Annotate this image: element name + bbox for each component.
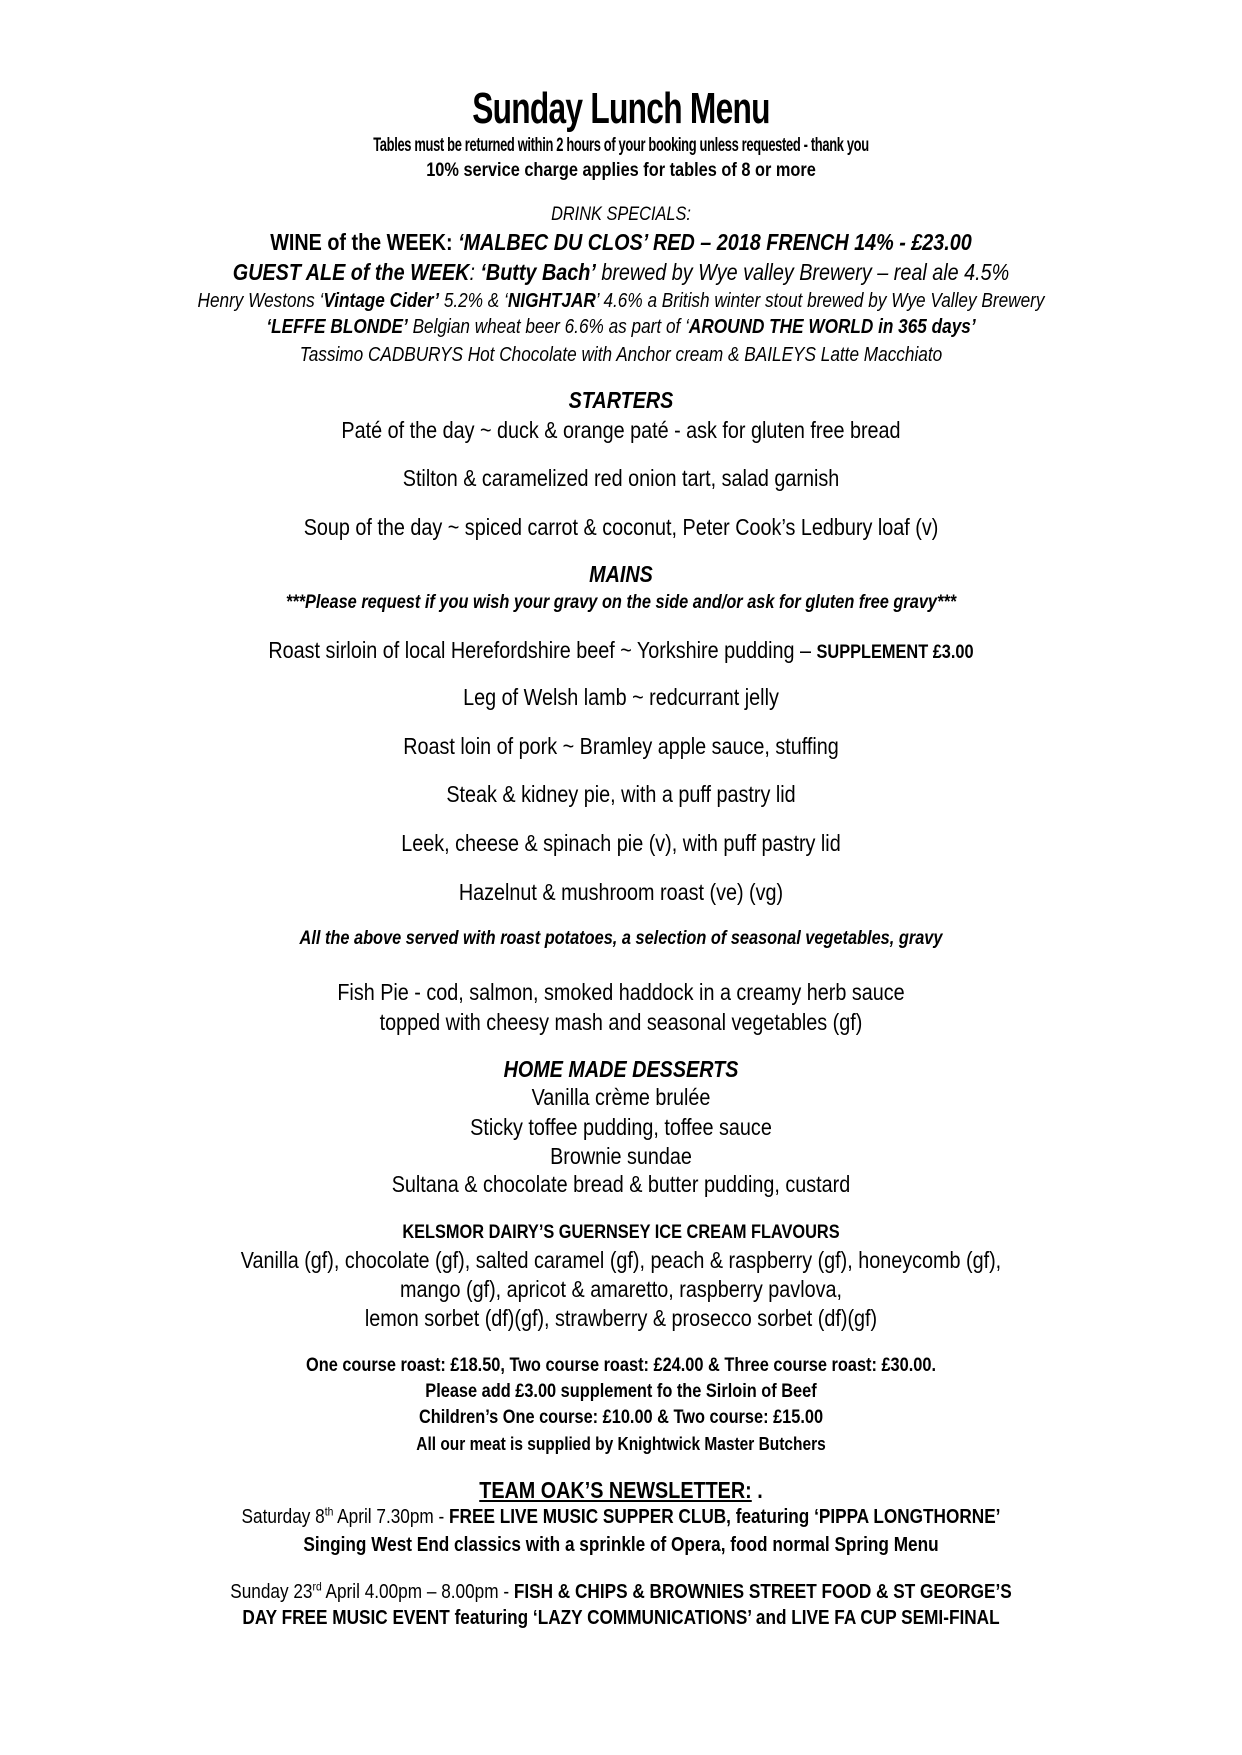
- guest-ale: [87, 258, 1155, 286]
- starters-heading: STARTERS: [568, 387, 674, 413]
- newsletter-tail: .: [751, 1477, 763, 1503]
- starter-item: Soup of the day ~ spiced carrot & coconut, Peter Cook’s Ledbury loaf (v): [303, 514, 939, 540]
- gravy-note: ***Please request if you wish your gravy on the side and/or ask for gluten free gravy***: [285, 592, 957, 613]
- wine-value: ‘MALBEC DU CLOS’ RED – 2018 FRENCH 14% - £23.00: [458, 229, 972, 255]
- event-time: April 7.30pm -: [333, 1506, 450, 1528]
- cider-c: 5.2% & ‘: [439, 290, 508, 312]
- event-1-line-1: [87, 1503, 1155, 1531]
- desserts-heading: HOME MADE DESSERTS: [503, 1056, 739, 1082]
- leffe-c: AROUND THE WORLD in 365 days’: [688, 316, 976, 338]
- main-item: Leg of Welsh lamb ~ redcurrant jelly: [463, 684, 779, 710]
- ale-label: GUEST ALE of the WEEK: [232, 259, 470, 285]
- ale-name: ‘Butty Bach’: [480, 259, 596, 285]
- mains-heading: MAINS: [589, 561, 653, 587]
- service-charge: 10% service charge applies for tables of 8 or more: [426, 160, 816, 181]
- main-item: [87, 636, 1155, 667]
- hot-drinks-line: Tassimo CADBURYS Hot Chocolate with Anchor cream & BAILEYS Latte Macchiato: [299, 344, 943, 366]
- cider-d: NIGHTJAR: [507, 290, 596, 312]
- children-prices: Children’s One course: £10.00 & Two course: £15.00: [418, 1407, 824, 1428]
- newsletter-title: TEAM OAK’S NEWSLETTER:: [479, 1477, 752, 1503]
- event-2-line-2: DAY FREE MUSIC EVENT featuring ‘LAZY COMMUNICATIONS’ and LIVE FA CUP SEMI-FINAL: [242, 1607, 1000, 1629]
- butcher-note: All our meat is supplied by Knightwick Master Butchers: [416, 1434, 826, 1454]
- starter-item: Stilton & caramelized red onion tart, salad garnish: [402, 465, 840, 491]
- ice-cream-line: mango (gf), apricot & amaretto, raspberry pavlova,: [400, 1276, 842, 1302]
- leffe-a: ‘LEFFE BLONDE’: [266, 316, 408, 338]
- event-title: FREE LIVE MUSIC SUPPER CLUB, featuring ‘PIPPA LONGTHORNE’: [449, 1506, 1001, 1528]
- starter-item: Paté of the day ~ duck & orange paté - ask for gluten free bread: [341, 417, 901, 443]
- ale-desc: brewed by Wye valley Brewery – real ale 4.5%: [595, 259, 1010, 285]
- main-item: Leek, cheese & spinach pie (v), with puff pastry lid: [401, 830, 841, 856]
- main-item: Hazelnut & mushroom roast (ve) (vg): [458, 879, 784, 905]
- supplement-note: SUPPLEMENT £3.00: [816, 642, 974, 663]
- event-title: FISH & CHIPS & BROWNIES STREET FOOD & ST GEORGE’S: [513, 1581, 1012, 1603]
- fish-pie-line-2: topped with cheesy mash and seasonal vegetables (gf): [379, 1009, 863, 1035]
- wine-label: WINE of the WEEK:: [270, 229, 459, 255]
- event-1-line-2: Singing West End classics with a sprinkle of Opera, food normal Spring Menu: [303, 1534, 939, 1556]
- dessert-item: Vanilla crème brulée: [531, 1084, 711, 1110]
- leffe-b: Belgian wheat beer 6.6% as part of ‘: [407, 316, 689, 338]
- tables-notice: Tables must be returned within 2 hours of your booking unless requested - thank you: [373, 135, 869, 156]
- dessert-item: Sticky toffee pudding, toffee sauce: [470, 1114, 772, 1140]
- ice-cream-line: Vanilla (gf), chocolate (gf), salted caramel (gf), peach & raspberry (gf), honeycomb (gf),: [240, 1247, 1002, 1273]
- page-title: Sunday Lunch Menu: [472, 84, 770, 133]
- fish-pie-line-1: Fish Pie - cod, salmon, smoked haddock in a creamy herb sauce: [337, 979, 905, 1005]
- event-date: Saturday 8: [241, 1506, 325, 1528]
- event-2-line-1: [87, 1578, 1155, 1606]
- wine-of-week: [87, 228, 1155, 256]
- dessert-item: Sultana & chocolate bread & butter pudding, custard: [391, 1171, 851, 1197]
- course-prices: One course roast: £18.50, Two course roast: £24.00 & Three course roast: £30.00.: [306, 1355, 936, 1376]
- newsletter-heading: [87, 1476, 1155, 1504]
- event-time: April 4.00pm – 8.00pm -: [321, 1581, 514, 1603]
- cider-e: ’ 4.6% a British winter stout brewed by Wye Valley Brewery: [595, 290, 1045, 312]
- ice-cream-heading: KELSMOR DAIRY’S GUERNSEY ICE CREAM FLAVOURS: [402, 1222, 840, 1243]
- ice-cream-line: lemon sorbet (df)(gf), strawberry & prosecco sorbet (df)(gf): [364, 1305, 878, 1331]
- drink-specials-heading: DRINK SPECIALS:: [551, 204, 691, 225]
- cider-b: Vintage Cider’: [323, 290, 440, 312]
- main-item: Roast loin of pork ~ Bramley apple sauce, stuffing: [403, 733, 839, 759]
- leffe-line: [87, 313, 1155, 341]
- event-date: Sunday 23: [230, 1581, 313, 1603]
- ale-colon: :: [469, 259, 481, 285]
- cider-line: [87, 287, 1155, 315]
- date-suffix: th: [324, 1504, 334, 1519]
- date-suffix: rd: [312, 1579, 322, 1594]
- served-with-note: All the above served with roast potatoes, a selection of seasonal vegetables, gravy: [299, 928, 943, 949]
- main-item: Steak & kidney pie, with a puff pastry lid: [446, 781, 796, 807]
- main-item-text: Roast sirloin of local Herefordshire beef ~ Yorkshire pudding –: [268, 637, 817, 663]
- sirloin-supplement: Please add £3.00 supplement fo the Sirloin of Beef: [425, 1381, 817, 1402]
- dessert-item: Brownie sundae: [550, 1143, 692, 1169]
- cider-a: Henry Westons ‘: [197, 290, 324, 312]
